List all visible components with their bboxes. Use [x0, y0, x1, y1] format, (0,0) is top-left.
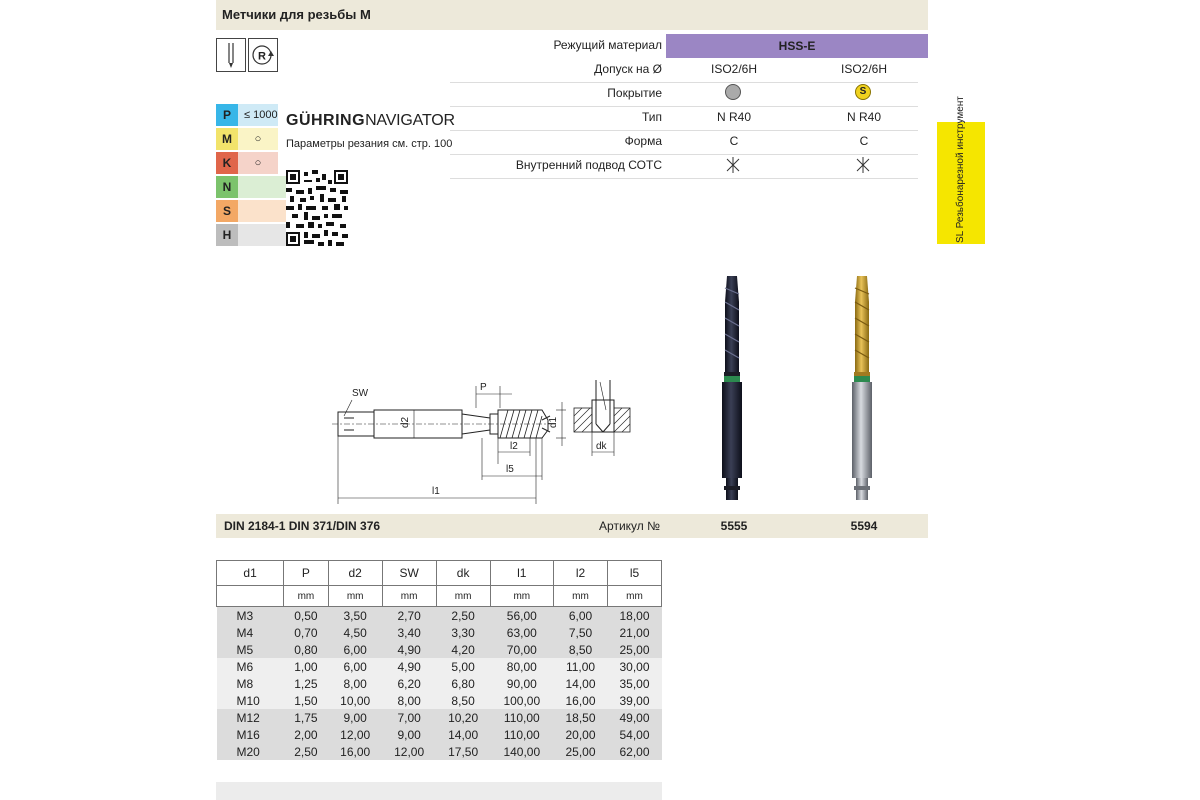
thread-direction-label: R	[258, 50, 266, 63]
form-label: Форма	[624, 134, 662, 148]
table-cell: 12,00	[382, 743, 436, 760]
table-row[interactable]	[217, 675, 662, 692]
table-cell: 54,00	[608, 726, 662, 743]
table-cell: 17,50	[436, 743, 490, 760]
material-letter-p: P	[216, 104, 238, 126]
cutting-material-value: HSS-E	[666, 34, 928, 58]
table-cell: 6,20	[382, 675, 436, 692]
table-cell: 6,00	[328, 641, 382, 658]
table-cell: 25,00	[608, 641, 662, 658]
cutting-params-link[interactable]: Параметры резания см. стр. 100	[286, 138, 453, 150]
table-cell: 1,50	[284, 692, 329, 709]
table-cell: 4,50	[328, 624, 382, 641]
coating-label: Покрытие	[607, 86, 662, 100]
table-row[interactable]	[217, 624, 662, 641]
coating-uncoated-icon	[725, 84, 741, 100]
table-cell: 10,20	[436, 709, 490, 726]
table-cell: 21,00	[608, 624, 662, 641]
type-value-5594: N R40	[846, 110, 881, 124]
drawing-label-d1: d1	[548, 416, 559, 428]
table-cell: 2,50	[436, 607, 490, 625]
din-standard: DIN 2184-1 DIN 371/DIN 376	[224, 519, 381, 533]
table-cell: 1,75	[284, 709, 329, 726]
material-value-p: ≤ 1000	[238, 104, 278, 126]
table-cell: 3,40	[382, 624, 436, 641]
article-5555[interactable]: 5555	[720, 519, 748, 533]
table-row[interactable]	[217, 692, 662, 709]
material-value-s	[238, 200, 278, 222]
tap-image-5555	[712, 272, 752, 513]
table-cell: 1,00	[284, 658, 329, 675]
material-letter-n: N	[216, 176, 238, 198]
table-cell: 110,00	[490, 709, 553, 726]
table-cell: 35,00	[608, 675, 662, 692]
tap-technical-drawing	[330, 372, 650, 517]
table-cell: 100,00	[490, 692, 553, 709]
table-row[interactable]	[217, 658, 662, 675]
qr-code[interactable]	[286, 170, 348, 246]
table-cell: 4,90	[382, 641, 436, 658]
coating-tin-icon: S	[855, 84, 871, 100]
unit-cell: mm	[382, 586, 436, 607]
drawing-label-p: P	[480, 382, 487, 393]
table-cell: 70,00	[490, 641, 553, 658]
drawing-label-d2: d2	[400, 416, 411, 428]
thread-size-cell: M4	[217, 624, 284, 641]
column-header: d2	[328, 561, 382, 586]
table-cell: 25,00	[554, 743, 608, 760]
table-cell: 80,00	[490, 658, 553, 675]
column-header: l1	[490, 561, 553, 586]
tap-icon	[216, 38, 246, 72]
table-cell: 2,00	[284, 726, 329, 743]
form-value-5555: C	[729, 134, 739, 148]
thread-size-cell: M12	[217, 709, 284, 726]
table-units-row	[217, 586, 662, 607]
table-cell: 39,00	[608, 692, 662, 709]
column-header: l5	[608, 561, 662, 586]
article-label: Артикул №	[599, 519, 660, 533]
table-cell: 6,00	[554, 607, 608, 625]
drawing-label-l1: l1	[432, 486, 440, 497]
type-label: Тип	[641, 110, 662, 124]
cutting-material-label: Режущий материал	[553, 38, 662, 52]
material-letter-k: K	[216, 152, 238, 174]
table-cell: 4,20	[436, 641, 490, 658]
table-row[interactable]	[217, 743, 662, 760]
table-cell: 9,00	[382, 726, 436, 743]
thread-size-cell: M20	[217, 743, 284, 760]
drawing-label-dk: dk	[596, 441, 607, 452]
table-cell: 0,80	[284, 641, 329, 658]
logo-brand: GÜHRING	[286, 112, 366, 129]
tolerance-value-5555: ISO2/6H	[710, 62, 758, 76]
table-cell: 0,50	[284, 607, 329, 625]
table-cell: 0,70	[284, 624, 329, 641]
table-cell: 9,00	[328, 709, 382, 726]
table-cell: 140,00	[490, 743, 553, 760]
column-header: dk	[436, 561, 490, 586]
no-coolant-icon	[856, 157, 870, 178]
drawing-label-sw: SW	[352, 388, 369, 399]
table-cell: 30,00	[608, 658, 662, 675]
material-value-n	[238, 176, 278, 198]
column-header: SW	[382, 561, 436, 586]
dimensions-table	[216, 560, 662, 760]
side-tab-label: SL Резьбонарезной инструмент	[955, 96, 966, 243]
table-cell: 14,00	[436, 726, 490, 743]
table-cell: 8,00	[382, 692, 436, 709]
material-letter-h: H	[216, 224, 238, 246]
table-header-row	[217, 561, 662, 586]
coolant-label: Внутренний подвод СОТС	[515, 158, 662, 172]
table-cell: 4,90	[382, 658, 436, 675]
table-cell: 7,00	[382, 709, 436, 726]
table-row[interactable]	[217, 726, 662, 743]
table-cell: 18,50	[554, 709, 608, 726]
table-cell: 2,50	[284, 743, 329, 760]
table-footer-strip	[216, 782, 662, 800]
table-cell: 6,80	[436, 675, 490, 692]
table-cell: 8,50	[436, 692, 490, 709]
type-value-5555: N R40	[716, 110, 751, 124]
column-header: l2	[554, 561, 608, 586]
column-header: d1	[217, 561, 284, 586]
material-value-h	[238, 224, 278, 246]
table-cell: 1,25	[284, 675, 329, 692]
tolerance-label: Допуск на Ø	[594, 62, 662, 76]
table-cell: 49,00	[608, 709, 662, 726]
unit-cell	[217, 586, 284, 607]
table-cell: 10,00	[328, 692, 382, 709]
material-value-k: ○	[238, 152, 278, 174]
thread-size-cell: M5	[217, 641, 284, 658]
unit-cell: mm	[554, 586, 608, 607]
table-cell: 110,00	[490, 726, 553, 743]
table-cell: 90,00	[490, 675, 553, 692]
material-value-m: ○	[238, 128, 278, 150]
thread-size-cell: M16	[217, 726, 284, 743]
thread-size-cell: M8	[217, 675, 284, 692]
table-cell: 16,00	[554, 692, 608, 709]
section-side-tab[interactable]	[937, 96, 985, 244]
right-hand-thread-icon	[248, 38, 278, 72]
table-cell: 3,30	[436, 624, 490, 641]
thread-size-cell: M6	[217, 658, 284, 675]
table-cell: 8,00	[328, 675, 382, 692]
unit-cell: mm	[328, 586, 382, 607]
column-header: P	[284, 561, 329, 586]
table-row[interactable]	[217, 709, 662, 726]
tolerance-value-5594: ISO2/6H	[840, 62, 888, 76]
form-value-5594: C	[859, 134, 869, 148]
tap-image-5594	[842, 272, 882, 513]
guhring-navigator-logo	[286, 112, 455, 130]
table-cell: 2,70	[382, 607, 436, 625]
thread-size-cell: M10	[217, 692, 284, 709]
page-title: Метчики для резьбы М	[216, 0, 928, 30]
table-cell: 3,50	[328, 607, 382, 625]
table-cell: 11,00	[554, 658, 608, 675]
table-cell: 7,50	[554, 624, 608, 641]
table-cell: 16,00	[328, 743, 382, 760]
table-row[interactable]	[217, 641, 662, 658]
drawing-label-l5: l5	[506, 464, 514, 475]
table-cell: 18,00	[608, 607, 662, 625]
drawing-label-l2: l2	[510, 441, 518, 452]
table-row[interactable]	[217, 607, 662, 625]
unit-cell: mm	[284, 586, 329, 607]
table-cell: 5,00	[436, 658, 490, 675]
table-cell: 14,00	[554, 675, 608, 692]
thread-size-cell: M3	[217, 607, 284, 625]
unit-cell: mm	[436, 586, 490, 607]
table-cell: 12,00	[328, 726, 382, 743]
logo-navigator: NAVIGATOR	[365, 112, 455, 129]
table-cell: 20,00	[554, 726, 608, 743]
table-cell: 8,50	[554, 641, 608, 658]
table-cell: 62,00	[608, 743, 662, 760]
table-cell: 56,00	[490, 607, 553, 625]
unit-cell: mm	[490, 586, 553, 607]
unit-cell: mm	[608, 586, 662, 607]
table-cell: 6,00	[328, 658, 382, 675]
table-cell: 63,00	[490, 624, 553, 641]
material-letter-m: M	[216, 128, 238, 150]
material-letter-s: S	[216, 200, 238, 222]
article-5594[interactable]: 5594	[850, 519, 878, 533]
no-coolant-icon	[726, 157, 740, 178]
